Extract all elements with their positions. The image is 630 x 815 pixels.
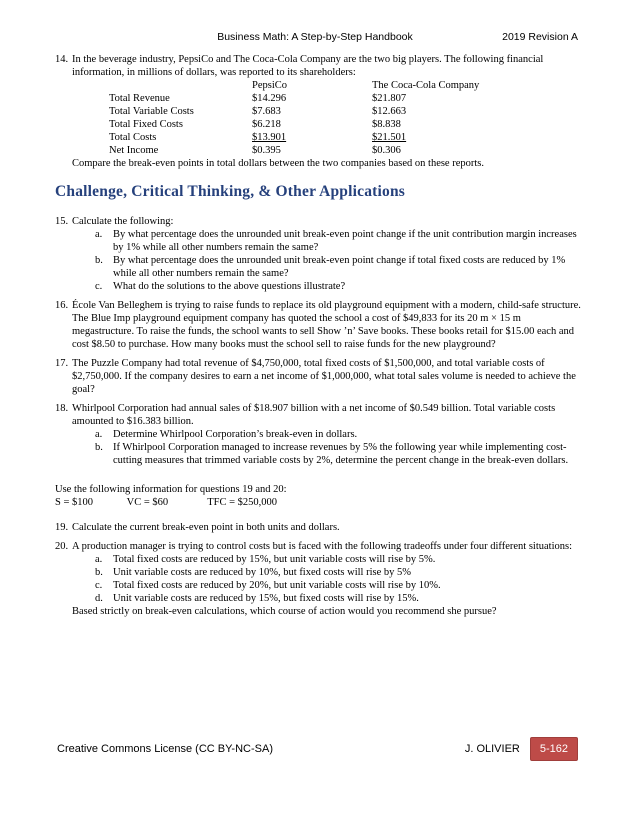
question-body <box>72 402 582 467</box>
cell-cocacola: $12.663 <box>372 106 407 117</box>
page-number-badge: 5-162 <box>530 737 578 761</box>
row-label: Net Income <box>109 145 159 156</box>
question-17 <box>55 357 582 396</box>
page-content <box>55 53 582 624</box>
question-18 <box>55 402 582 467</box>
question-number: 20. <box>55 541 69 552</box>
question-number: 18. <box>55 403 69 414</box>
value-selling-price: S = $100 <box>55 497 94 508</box>
cell-pepsico: $14.296 <box>252 93 287 104</box>
question-20 <box>55 540 582 618</box>
cell-cocacola-underlined: $21.501 <box>372 132 407 143</box>
sub-item <box>95 280 582 293</box>
question-14 <box>55 53 582 170</box>
sub-item <box>95 579 582 592</box>
question-note: Compare the break-even points in total dollars between the two companies based on these reports. <box>72 158 485 169</box>
cell-cocacola: $8.838 <box>372 119 401 130</box>
cell-pepsico: $7.683 <box>252 106 281 117</box>
sub-item-text: What do the solutions to the above questions illustrate? <box>113 281 346 292</box>
sub-item-letter: b. <box>95 255 103 266</box>
question-body <box>72 215 582 293</box>
sub-item-text: By what percentage does the unrounded unit break-even point change if total fixed costs are reduced by 1% while all other numbers remain the same? <box>113 255 566 279</box>
question-body <box>72 540 582 618</box>
row-label: Total Costs <box>109 132 157 143</box>
question-text: In the beverage industry, PepsiCo and The Coca-Cola Company are the two big players. The following financial information, in millions of dollars, was reported to its shareholders: <box>72 54 544 78</box>
sub-item-text: By what percentage does the unrounded unit break-even point change if the unit contribution margin increases by 1% while all other numbers remain the same? <box>113 229 577 253</box>
sub-item <box>95 553 582 566</box>
question-text: Calculate the following: <box>72 216 174 227</box>
sub-item-letter: a. <box>95 554 103 565</box>
question-number: 19. <box>55 522 69 533</box>
question-number: 17. <box>55 358 69 369</box>
shared-info-values <box>55 496 582 509</box>
sub-item <box>95 441 582 467</box>
sub-item-text: Total fixed costs are reduced by 20%, but unit variable costs will rise by 10%. <box>113 580 441 591</box>
question-text: Calculate the current break-even point in both units and dollars. <box>72 522 340 533</box>
sub-item-letter: a. <box>95 429 103 440</box>
value-total-fixed-cost: TFC = $250,000 <box>207 497 278 508</box>
sub-item-text: Total fixed costs are reduced by 15%, but unit variable costs will rise by 5%. <box>113 554 436 565</box>
question-number: 16. <box>55 300 69 311</box>
sub-item-letter: b. <box>95 442 103 453</box>
sub-item <box>95 428 582 441</box>
question-16 <box>55 299 582 351</box>
sub-item-text: Unit variable costs are reduced by 10%, but fixed costs will rise by 5% <box>113 567 412 578</box>
table-header-row <box>109 79 582 92</box>
row-label: Total Variable Costs <box>109 106 194 117</box>
sub-item <box>95 228 582 254</box>
sub-item <box>95 566 582 579</box>
question-number: 15. <box>55 216 69 227</box>
question-15 <box>55 215 582 293</box>
question-text: The Puzzle Company had total revenue of $4,750,000, total fixed costs of $1,500,000, and total variable costs of $2,750,000. If the company desires to earn a net income of $1,000,000, what total sales volume is needed to achieve the goal? <box>72 358 576 395</box>
cell-pepsico: $0.395 <box>252 145 281 156</box>
page-header-revision: 2019 Revision A <box>502 31 578 43</box>
sub-item <box>95 592 582 605</box>
cell-cocacola: $0.306 <box>372 145 401 156</box>
question-19 <box>55 521 582 534</box>
table-row <box>109 92 582 105</box>
column-header-cocacola: The Coca-Cola Company <box>372 80 480 91</box>
page-header-title: Business Math: A Step-by-Step Handbook <box>217 31 413 43</box>
table-row-total-costs <box>109 131 582 144</box>
sub-item-text: Determine Whirlpool Corporation’s break-even in dollars. <box>113 429 358 440</box>
cell-pepsico-underlined: $13.901 <box>252 132 287 143</box>
sub-item-letter: d. <box>95 593 103 604</box>
table-corner-cell <box>109 79 252 92</box>
author-name: J. OLIVIER <box>464 742 520 755</box>
question-text: École Van Belleghem is trying to raise funds to replace its old playground equipment with a modern, child-safe structure. The Blue Imp playground equipment company has quoted the school a cost of $49,833 for its 20 m × 15 m megastructure. To raise the funds, the school wants to sell Show ’n’ Save books. These books retail for $15.00 each and cost $8.50 to purchase. How many books must the school sell to raise funds for the new playground? <box>72 300 581 350</box>
question-body <box>72 53 582 170</box>
sub-item-text: If Whirlpool Corporation managed to increase revenues by 5% the following year while implementing cost-cutting measures that trimmed variable costs by 2%, determine the percent change in the break-even dollars. <box>113 442 569 466</box>
question-number: 14. <box>55 54 69 65</box>
sub-item <box>95 254 582 280</box>
row-label: Total Revenue <box>109 93 170 104</box>
sub-item-text: Unit variable costs are reduced by 15%, but fixed costs will rise by 15%. <box>113 593 419 604</box>
cell-cocacola: $21.807 <box>372 93 407 104</box>
sub-item-letter: b. <box>95 567 103 578</box>
cell-pepsico: $6.218 <box>252 119 281 130</box>
row-label: Total Fixed Costs <box>109 119 183 130</box>
table-row <box>109 118 582 131</box>
financial-table <box>109 79 582 157</box>
sub-item-letter: a. <box>95 229 103 240</box>
table-row <box>109 105 582 118</box>
question-text: Whirlpool Corporation had annual sales of $18.907 billion with a net income of $0.549 billion. Total variable costs amounted to $16.383 billion. <box>72 403 556 427</box>
question-text: A production manager is trying to control costs but is faced with the following tradeoffs under four different situations: <box>72 541 573 552</box>
column-header-pepsico: PepsiCo <box>252 80 288 91</box>
question-closing-text: Based strictly on break-even calculations, which course of action would you recommend she pursue? <box>72 606 497 617</box>
shared-info-intro: Use the following information for questions 19 and 20: <box>55 484 287 495</box>
sub-item-letter: c. <box>95 580 103 591</box>
table-row <box>109 144 582 157</box>
license-text: Creative Commons License (CC BY-NC-SA) <box>57 742 273 755</box>
sub-item-letter: c. <box>95 281 103 292</box>
value-variable-cost: VC = $60 <box>126 497 169 508</box>
page-footer <box>57 737 578 761</box>
section-heading: Challenge, Critical Thinking, & Other Applications <box>55 183 406 200</box>
